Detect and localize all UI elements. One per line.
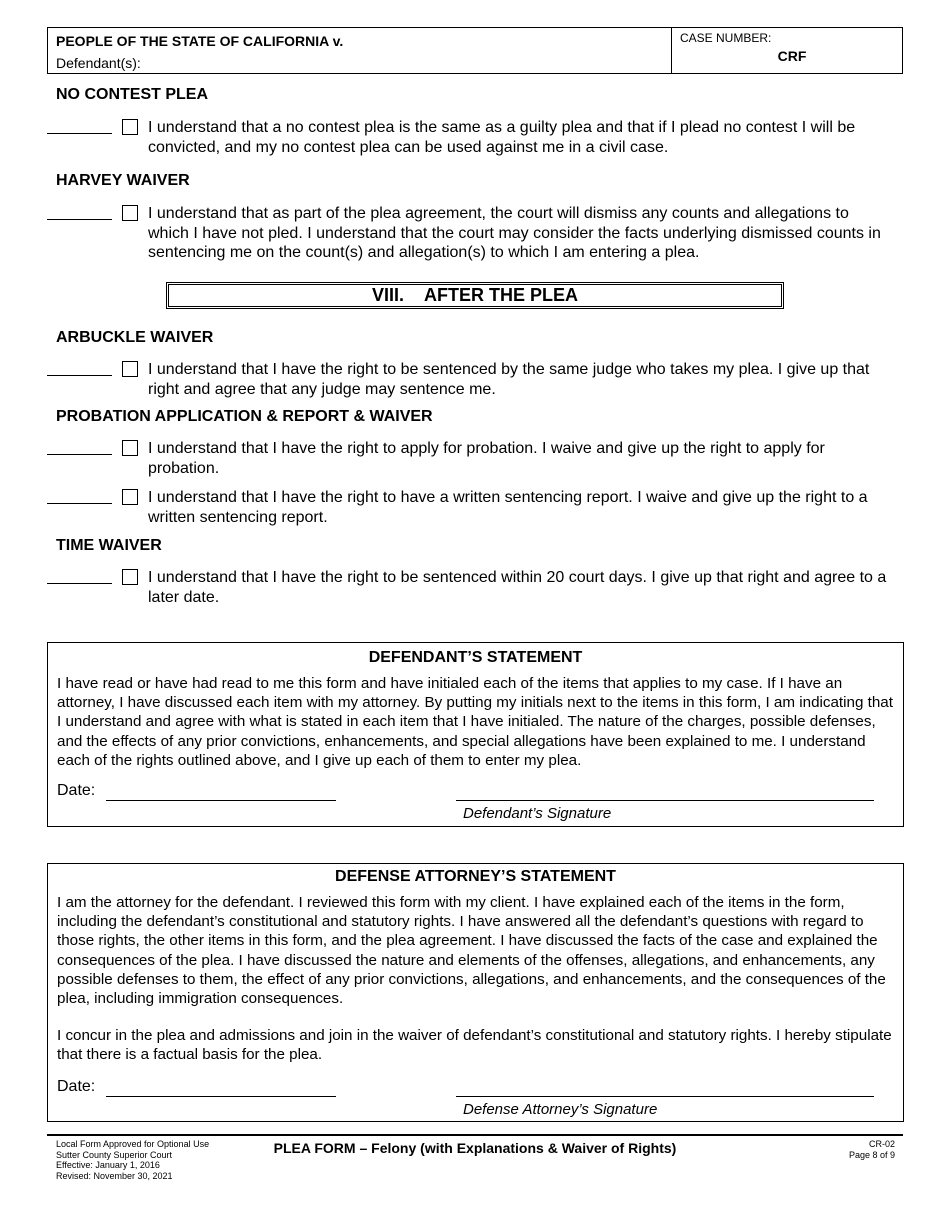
footer-line: Revised: November 30, 2021	[56, 1170, 173, 1181]
item-text: I understand that a no contest plea is the same as a guilty plea and that if I plead no contest I will be convicted, and my no contest plea can be used against me in a civil case.	[148, 119, 856, 156]
defendant-statement-title: DEFENDANT’S STATEMENT	[368, 649, 583, 666]
defendant-statement-text: I have read or have had read to me this form and have initialed each of the items that applies to my case. If I have an attorney, I have discussed each item with my attorney. By putting my initials next to the items in this form, I am indicating that I understand and agree with what is stated in each item that I have initialed. The nature of the charges, possible defenses, and the effects of any prior convictions, enhancements, and special allegations have been explained to me. I understand each of the rights outlined above, and I give up each of them to enter my plea.	[57, 675, 893, 769]
initials-field[interactable]	[47, 219, 112, 220]
case-number-label: CASE NUMBER:	[680, 31, 772, 45]
attorney-statement-title: DEFENSE ATTORNEY’S STATEMENT	[335, 868, 616, 885]
checkbox[interactable]	[122, 489, 138, 505]
date-label: Date:	[57, 1078, 96, 1095]
footer-title: PLEA FORM – Felony (with Explanations & Waiver of Rights)	[273, 1140, 677, 1156]
checkbox[interactable]	[122, 119, 138, 135]
footer-divider	[47, 1134, 903, 1136]
case-header	[47, 27, 903, 74]
attorney-statement-text: I am the attorney for the defendant. I reviewed this form with my client. I have explained each of the items in the form, including the defendant’s constitutional and statutory rights. I have answered all the defendant’s questions with regard to those rights, the other items in this form, and the plea agreement. I have discussed the facts of the case and explained the consequences of the plea. I have discussed the nature and elements of the offenses, allegations, and enhancements, any possible defenses to them, the effect of any prior convictions, allegations, and enhancements, and the consequences of the plea, including immigration consequences.	[57, 894, 886, 1008]
case-number-field[interactable]: CRF	[777, 48, 807, 64]
section-viii-title	[166, 282, 784, 309]
page-number: Page 8 of 9	[848, 1149, 895, 1160]
defendant-signature-field[interactable]	[456, 785, 874, 801]
footer-line: Effective: January 1, 2016	[56, 1160, 160, 1170]
footer-page-info	[800, 1139, 895, 1160]
form-id: CR-02	[868, 1139, 895, 1149]
footer-line: Sutter County Superior Court	[56, 1149, 173, 1160]
item-text: I understand that as part of the plea agreement, the court will dismiss any counts and allegations to which I have not pled. I understand that the court may consider the facts underlying dismissed counts in sentencing me on the count(s) and allegation(s) to which I am entering a plea.	[148, 205, 881, 261]
section-number: VIII.	[371, 285, 404, 305]
checkbox[interactable]	[122, 361, 138, 377]
probation-heading: PROBATION APPLICATION & REPORT & WAIVER	[56, 408, 433, 425]
date-field[interactable]	[106, 1081, 336, 1097]
checkbox[interactable]	[122, 205, 138, 221]
section-title: AFTER THE PLEA	[424, 285, 579, 305]
item-text: I understand that I have the right to have a written sentencing report. I waive and give up the right to a written sentencing report.	[148, 489, 868, 526]
item-text: I understand that I have the right to be sentenced by the same judge who takes my plea. I give up that right and agree that any judge may sentence me.	[148, 361, 870, 398]
item-text: I understand that I have the right to apply for probation. I waive and give up the right to apply for probation.	[148, 440, 825, 477]
footer-line: Local Form Approved for Optional Use	[56, 1139, 210, 1149]
checkbox[interactable]	[122, 440, 138, 456]
checkbox[interactable]	[122, 569, 138, 585]
attorney-statement-box	[47, 863, 904, 1122]
defendant-signature-label: Defendant’s Signature	[463, 805, 612, 822]
attorney-signature-field[interactable]	[456, 1081, 874, 1097]
initials-field[interactable]	[47, 583, 112, 584]
initials-field[interactable]	[47, 133, 112, 134]
date-field[interactable]	[106, 785, 336, 801]
initials-field[interactable]	[47, 454, 112, 455]
people-label: PEOPLE OF THE STATE OF CALIFORNIA v.	[56, 33, 344, 49]
defendant-statement-box	[47, 642, 904, 827]
no-contest-heading: NO CONTEST PLEA	[56, 86, 209, 103]
date-label: Date:	[57, 782, 96, 799]
case-number-cell	[672, 28, 902, 73]
arbuckle-heading: ARBUCKLE WAIVER	[56, 329, 214, 346]
initials-field[interactable]	[47, 503, 112, 504]
party-cell	[48, 28, 672, 73]
initials-field[interactable]	[47, 375, 112, 376]
attorney-signature-label: Defense Attorney’s Signature	[463, 1101, 658, 1118]
time-waiver-heading: TIME WAIVER	[56, 537, 162, 554]
harvey-heading: HARVEY WAIVER	[56, 172, 190, 189]
item-text: I understand that I have the right to be sentenced within 20 court days. I give up that right and agree to a later date.	[148, 569, 887, 606]
defendants-field[interactable]: Defendant(s):	[56, 55, 141, 71]
attorney-concur-text: I concur in the plea and admissions and join in the waiver of defendant’s constitutional and statutory rights. I hereby stipulate that there is a factual basis for the plea.	[57, 1027, 892, 1064]
